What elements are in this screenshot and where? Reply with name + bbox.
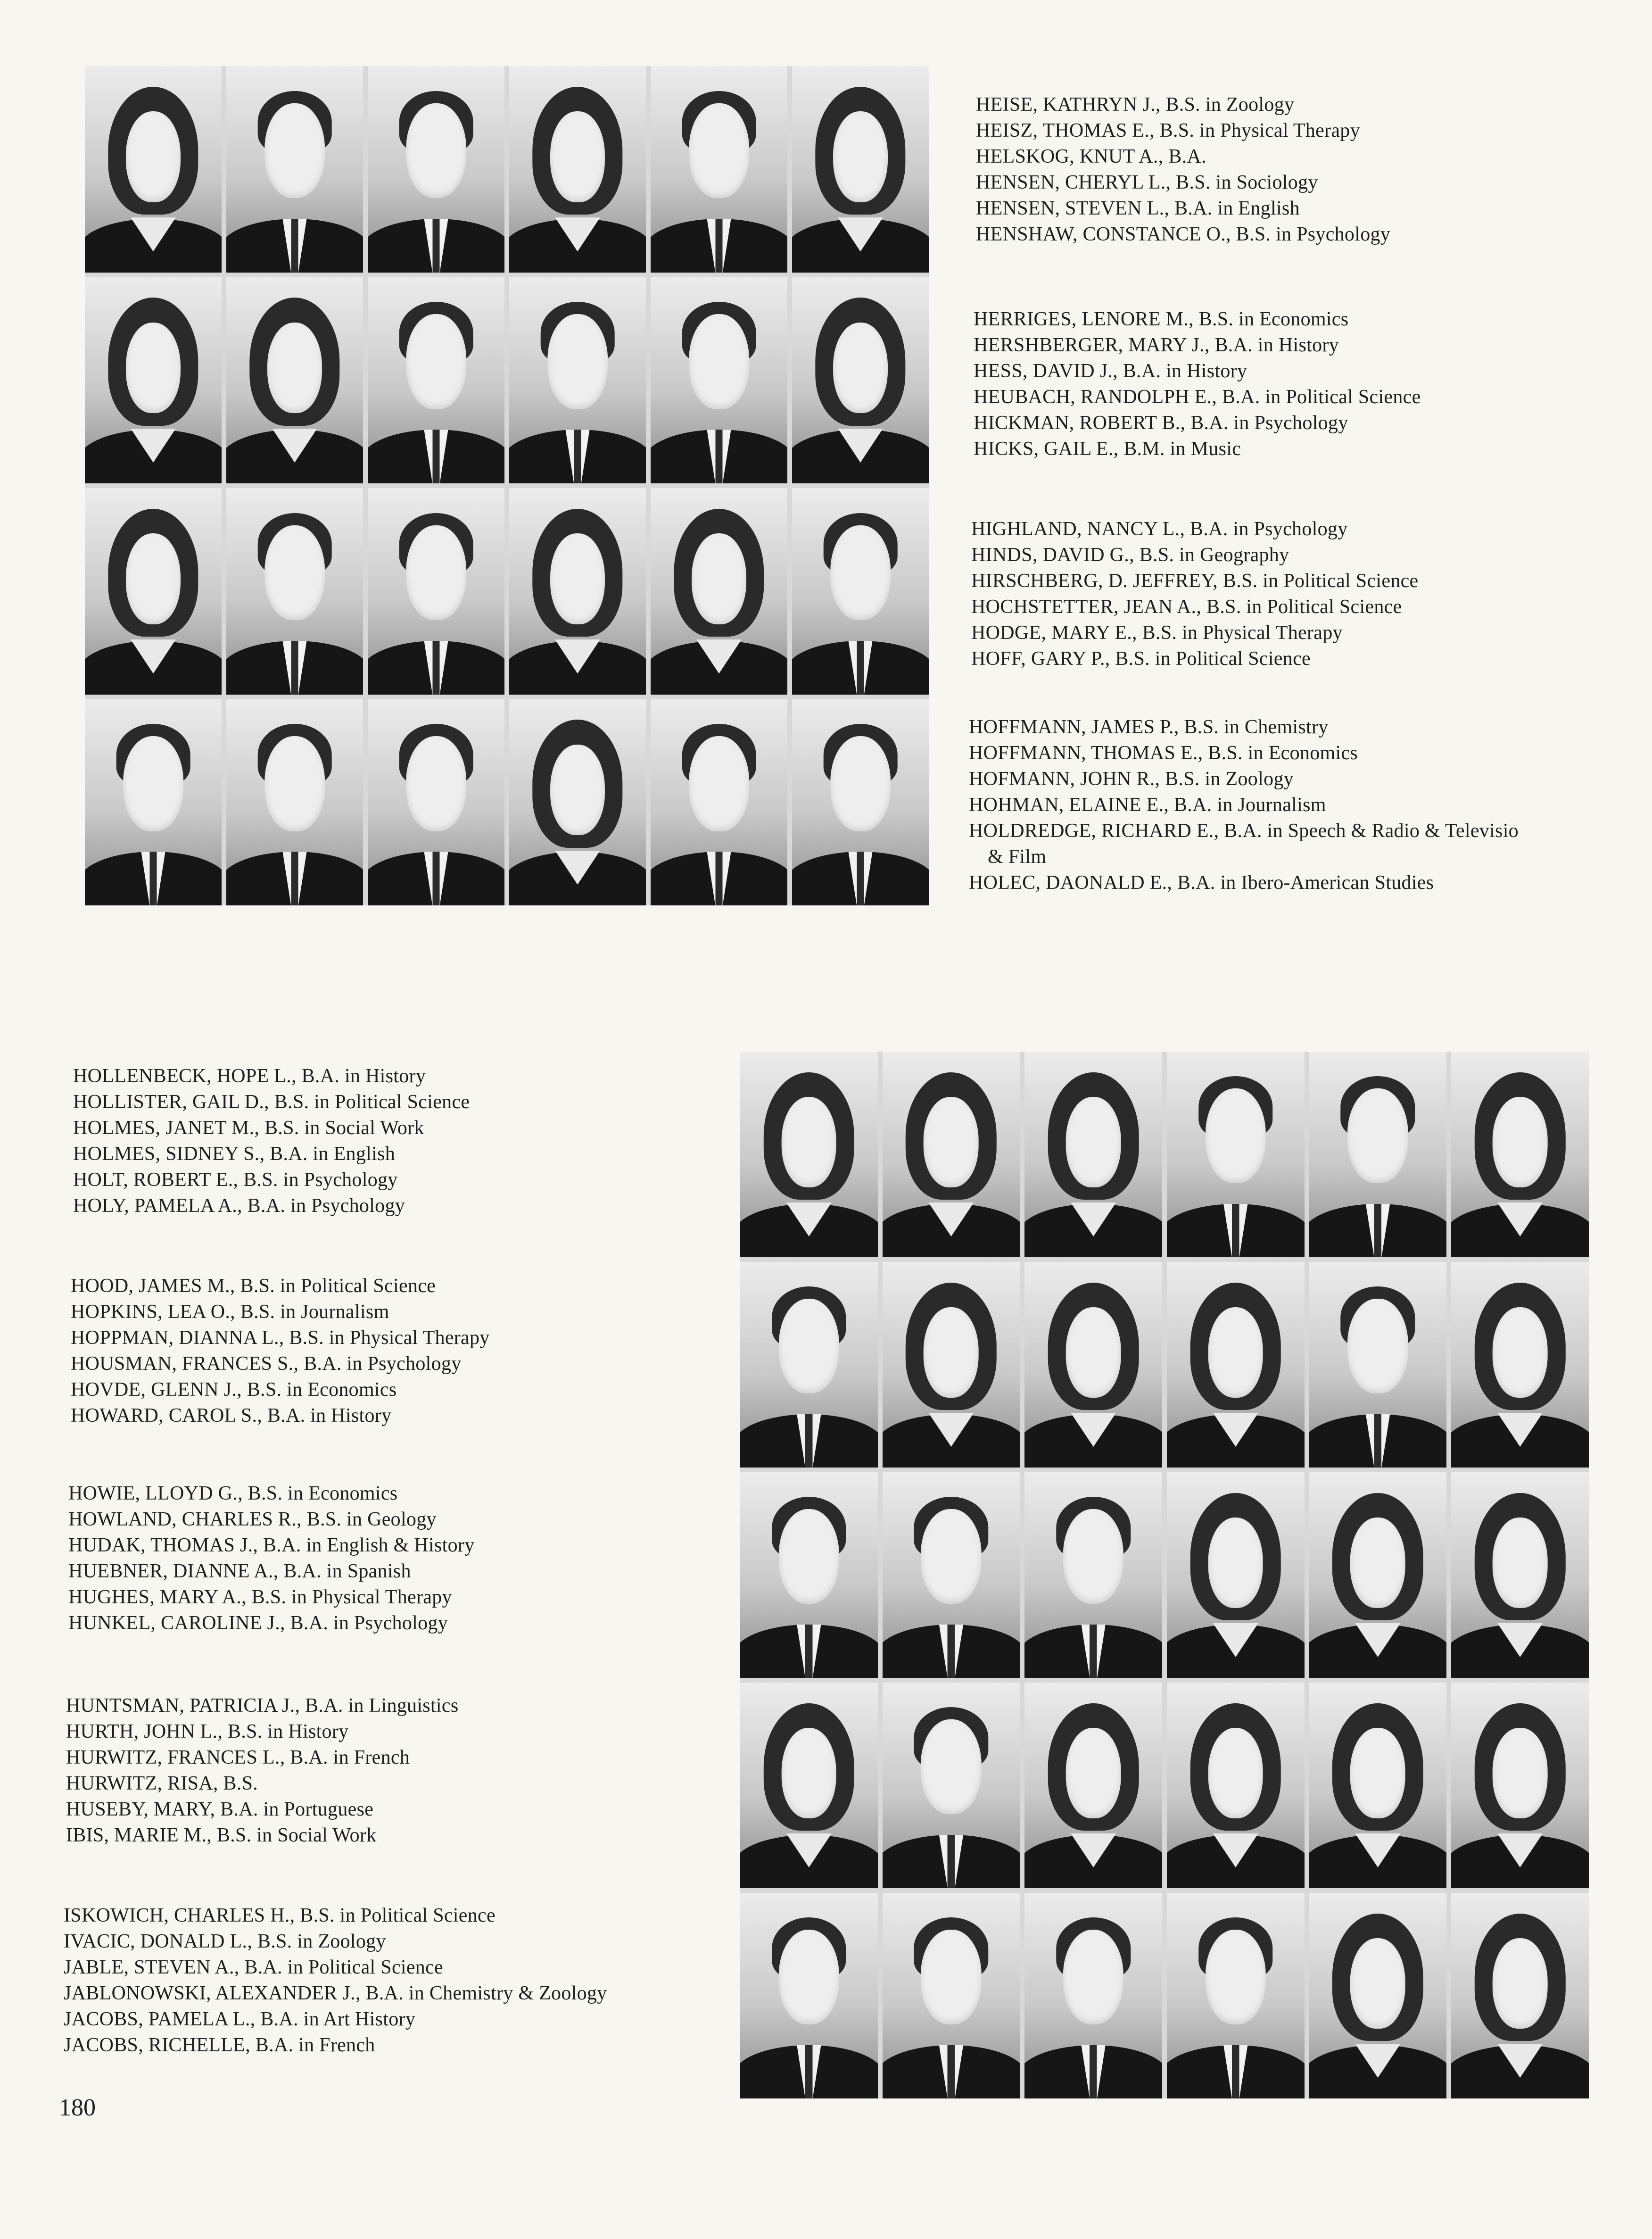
- portrait-photo: [85, 488, 222, 695]
- name-entry: HOVDE, GLENN J., B.S. in Economics: [71, 1379, 397, 1401]
- portrait-photo: [651, 488, 787, 695]
- portrait-head: [830, 525, 891, 620]
- portrait-head: [921, 1930, 981, 2024]
- portrait-body: [368, 430, 504, 483]
- name-entry: HIRSCHBERG, D. JEFFREY, B.S. in Political Science: [971, 570, 1419, 592]
- portrait-head: [550, 111, 605, 202]
- name-entry: HOLDREDGE, RICHARD E., B.A. in Speech & Radio & Televisio: [969, 820, 1519, 842]
- portrait-head: [406, 103, 466, 198]
- name-entry: HOWARD, CAROL S., B.A. in History: [71, 1405, 392, 1426]
- portrait-head: [1206, 1088, 1266, 1183]
- portrait-body: [1167, 2045, 1305, 2098]
- portrait-photo: [1309, 1893, 1447, 2098]
- name-entry: JACOBS, PAMELA L., B.A. in Art History: [64, 2008, 416, 2030]
- portrait-photo: [1309, 1683, 1447, 1888]
- portrait-body: [651, 430, 787, 483]
- name-entry: HUNTSMAN, PATRICIA J., B.A. in Linguistics: [66, 1695, 459, 1717]
- name-entry: HUDAK, THOMAS J., B.A. in English & History: [68, 1534, 475, 1556]
- top-name-group-1: [976, 92, 1390, 248]
- portrait-photo: [226, 66, 363, 273]
- name-entry: HOLY, PAMELA A., B.A. in Psychology: [73, 1195, 405, 1217]
- portrait-body: [1451, 1204, 1589, 1257]
- portrait-head: [921, 1719, 981, 1814]
- portrait-head: [779, 1509, 839, 1604]
- name-entry: HOLEC, DAONALD E., B.A. in Ibero-American Studies: [969, 872, 1434, 894]
- portrait-head: [267, 323, 322, 414]
- portrait-photo: [1167, 1893, 1305, 2098]
- name-entry: IVACIC, DONALD L., B.S. in Zoology: [64, 1931, 386, 1952]
- portrait-head: [1347, 1299, 1408, 1393]
- portrait-photo: [740, 1472, 878, 1678]
- portrait-photo: [792, 277, 929, 484]
- name-entry: HEISE, KATHRYN J., B.S. in Zoology: [976, 94, 1295, 116]
- portrait-photo: [1451, 1262, 1589, 1468]
- portrait-body: [226, 430, 363, 483]
- portrait-head: [1208, 1728, 1263, 1818]
- top-name-group-4: [969, 714, 1519, 896]
- name-entry: HESS, DAVID J., B.A. in History: [974, 360, 1247, 382]
- portrait-head: [1208, 1307, 1263, 1398]
- portrait-photo: [792, 66, 929, 273]
- portrait-head: [1350, 1938, 1405, 2029]
- portrait-photo: [226, 277, 363, 484]
- portrait-photo: [883, 1052, 1020, 1257]
- name-entry: HOHMAN, ELAINE E., B.A. in Journalism: [969, 794, 1326, 816]
- portrait-photo: [226, 699, 363, 906]
- portrait-photo: [1024, 1052, 1162, 1257]
- portrait-head: [692, 533, 746, 624]
- portrait-body: [792, 430, 929, 483]
- portrait-photo: [1451, 1052, 1589, 1257]
- bottom-name-group-2: [71, 1273, 490, 1429]
- portrait-head: [833, 323, 888, 414]
- portrait-body: [651, 219, 787, 273]
- portrait-photo: [1451, 1472, 1589, 1678]
- portrait-head: [1493, 1518, 1548, 1608]
- portrait-head: [833, 111, 888, 202]
- portrait-body: [883, 1625, 1020, 1678]
- portrait-head: [1066, 1728, 1121, 1818]
- name-entry: HOLMES, JANET M., B.S. in Social Work: [73, 1117, 424, 1139]
- portrait-head: [264, 103, 325, 198]
- page-number: 180: [59, 2094, 96, 2121]
- portrait-head: [1063, 1509, 1123, 1604]
- portrait-body: [883, 1835, 1020, 1888]
- portrait-photo: [792, 699, 929, 906]
- portrait-head: [782, 1728, 837, 1818]
- name-entry: HUGHES, MARY A., B.S. in Physical Therapy: [68, 1586, 452, 1608]
- portrait-photo: [883, 1683, 1020, 1888]
- portrait-photo: [509, 277, 646, 484]
- name-entry: HENSEN, CHERYL L., B.S. in Sociology: [976, 172, 1318, 193]
- portrait-head: [1208, 1518, 1263, 1608]
- portrait-head: [1350, 1518, 1405, 1608]
- portrait-head: [550, 745, 605, 836]
- name-entry: HOLT, ROBERT E., B.S. in Psychology: [73, 1169, 398, 1191]
- portrait-head: [1493, 1728, 1548, 1818]
- portrait-body: [1309, 1204, 1447, 1257]
- top-name-group-3: [971, 516, 1419, 672]
- name-entry: HIGHLAND, NANCY L., B.A. in Psychology: [971, 518, 1348, 540]
- name-entry: HICKMAN, ROBERT B., B.A. in Psychology: [974, 412, 1348, 434]
- name-entry: HURWITZ, FRANCES L., B.A. in French: [66, 1747, 410, 1768]
- portrait-body: [651, 852, 787, 905]
- portrait-body: [883, 1414, 1020, 1468]
- portrait-body: [792, 852, 929, 905]
- portrait-photo: [509, 488, 646, 695]
- portrait-head: [924, 1307, 979, 1398]
- name-entry: HUEBNER, DIANNE A., B.A. in Spanish: [68, 1560, 411, 1582]
- name-entry: HOLMES, SIDNEY S., B.A. in English: [73, 1143, 396, 1165]
- portrait-photo: [1451, 1893, 1589, 2098]
- portrait-body: [740, 1625, 878, 1678]
- bottom-name-group-5: [64, 1903, 607, 2058]
- portrait-body: [1309, 2045, 1447, 2098]
- portrait-photo: [883, 1262, 1020, 1468]
- portrait-photo: [1451, 1683, 1589, 1888]
- portrait-body: [1024, 1625, 1162, 1678]
- portrait-photo: [1024, 1472, 1162, 1678]
- name-entry: HENSEN, STEVEN L., B.A. in English: [976, 198, 1300, 219]
- portrait-body: [85, 430, 222, 483]
- name-entry: HURWITZ, RISA, B.S.: [66, 1773, 258, 1794]
- portrait-photo: [1167, 1472, 1305, 1678]
- portrait-head: [782, 1097, 837, 1187]
- name-entry: HOFFMANN, THOMAS E., B.S. in Economics: [969, 742, 1358, 764]
- top-portrait-grid: [85, 66, 929, 905]
- bottom-name-group-3: [68, 1481, 475, 1636]
- name-entry: HOPPMAN, DIANNA L., B.S. in Physical Therapy: [71, 1327, 490, 1349]
- portrait-body: [1024, 2045, 1162, 2098]
- portrait-head: [921, 1509, 981, 1604]
- portrait-photo: [740, 1052, 878, 1257]
- portrait-head: [126, 111, 181, 202]
- portrait-photo: [792, 488, 929, 695]
- portrait-photo: [1024, 1262, 1162, 1468]
- portrait-head: [264, 736, 325, 831]
- portrait-photo: [1309, 1472, 1447, 1678]
- portrait-body: [368, 219, 504, 273]
- portrait-head: [550, 533, 605, 624]
- name-entry: HOOD, JAMES M., B.S. in Political Science: [71, 1275, 436, 1297]
- portrait-body: [509, 852, 646, 905]
- name-entry: HOCHSTETTER, JEAN A., B.S. in Political Science: [971, 596, 1402, 618]
- portrait-head: [1066, 1307, 1121, 1398]
- portrait-photo: [509, 699, 646, 906]
- name-entry: HOUSMAN, FRANCES S., B.A. in Psychology: [71, 1353, 462, 1375]
- portrait-body: [1309, 1835, 1447, 1888]
- portrait-head: [126, 533, 181, 624]
- portrait-photo: [1309, 1052, 1447, 1257]
- portrait-head: [1347, 1088, 1408, 1183]
- name-entry: HOFMANN, JOHN R., B.S. in Zoology: [969, 768, 1294, 790]
- portrait-head: [1063, 1930, 1123, 2024]
- name-entry: HODGE, MARY E., B.S. in Physical Therapy: [971, 622, 1343, 644]
- portrait-body: [226, 219, 363, 273]
- portrait-head: [406, 314, 466, 409]
- portrait-photo: [1167, 1262, 1305, 1468]
- portrait-head: [924, 1097, 979, 1187]
- name-entry: HOWIE, LLOYD G., B.S. in Economics: [68, 1483, 398, 1504]
- portrait-body: [1451, 2045, 1589, 2098]
- name-entry: HOPKINS, LEA O., B.S. in Journalism: [71, 1301, 389, 1323]
- name-entry: HELSKOG, KNUT A., B.A.: [976, 146, 1206, 167]
- portrait-body: [1451, 1835, 1589, 1888]
- portrait-body: [85, 852, 222, 905]
- portrait-body: [883, 2045, 1020, 2098]
- portrait-body: [792, 219, 929, 273]
- name-entry: HURTH, JOHN L., B.S. in History: [66, 1721, 349, 1742]
- portrait-head: [689, 736, 749, 831]
- name-entry: IBIS, MARIE M., B.S. in Social Work: [66, 1824, 377, 1846]
- bottom-portrait-grid: [740, 1052, 1589, 2098]
- portrait-photo: [368, 699, 504, 906]
- portrait-photo: [651, 699, 787, 906]
- name-entry: HERSHBERGER, MARY J., B.A. in History: [974, 334, 1339, 356]
- top-name-group-2: [974, 307, 1421, 462]
- portrait-body: [368, 641, 504, 695]
- portrait-photo: [226, 488, 363, 695]
- portrait-head: [406, 736, 466, 831]
- portrait-head: [264, 525, 325, 620]
- portrait-photo: [368, 488, 504, 695]
- portrait-photo: [1167, 1052, 1305, 1257]
- portrait-body: [1167, 1414, 1305, 1468]
- portrait-head: [1493, 1938, 1548, 2029]
- portrait-body: [509, 430, 646, 483]
- portrait-photo: [740, 1262, 878, 1468]
- portrait-body: [1024, 1414, 1162, 1468]
- portrait-head: [1066, 1097, 1121, 1187]
- name-entry-continuation: & Film: [988, 846, 1047, 868]
- portrait-photo: [651, 277, 787, 484]
- portrait-photo: [1024, 1683, 1162, 1888]
- portrait-photo: [85, 699, 222, 906]
- portrait-photo: [883, 1893, 1020, 2098]
- portrait-photo: [509, 66, 646, 273]
- portrait-body: [1167, 1204, 1305, 1257]
- name-entry: HEUBACH, RANDOLPH E., B.A. in Political Science: [974, 386, 1421, 408]
- portrait-photo: [883, 1472, 1020, 1678]
- name-entry: JACOBS, RICHELLE, B.A. in French: [64, 2034, 375, 2056]
- bottom-name-group-4: [66, 1693, 458, 1849]
- portrait-head: [689, 103, 749, 198]
- portrait-head: [547, 314, 608, 409]
- portrait-body: [509, 219, 646, 273]
- name-entry: HOWLAND, CHARLES R., B.S. in Geology: [68, 1509, 437, 1530]
- name-entry: HUNKEL, CAROLINE J., B.A. in Psychology: [68, 1612, 448, 1634]
- name-entry: JABLE, STEVEN A., B.A. in Political Science: [64, 1957, 443, 1978]
- portrait-photo: [1167, 1683, 1305, 1888]
- portrait-head: [689, 314, 749, 409]
- portrait-photo: [740, 1893, 878, 2098]
- portrait-body: [740, 1414, 878, 1468]
- portrait-head: [406, 525, 466, 620]
- portrait-body: [226, 852, 363, 905]
- portrait-body: [226, 641, 363, 695]
- portrait-photo: [85, 277, 222, 484]
- portrait-photo: [368, 66, 504, 273]
- portrait-photo: [1024, 1893, 1162, 2098]
- name-entry: HERRIGES, LENORE M., B.S. in Economics: [974, 308, 1349, 330]
- portrait-body: [1167, 1835, 1305, 1888]
- portrait-head: [779, 1299, 839, 1393]
- portrait-body: [85, 219, 222, 273]
- portrait-body: [509, 641, 646, 695]
- portrait-body: [1451, 1414, 1589, 1468]
- portrait-body: [1167, 1625, 1305, 1678]
- portrait-body: [1309, 1625, 1447, 1678]
- portrait-photo: [740, 1683, 878, 1888]
- portrait-head: [123, 736, 183, 831]
- portrait-body: [85, 641, 222, 695]
- portrait-head: [1493, 1097, 1548, 1187]
- portrait-body: [368, 852, 504, 905]
- portrait-head: [1350, 1728, 1405, 1818]
- portrait-head: [1206, 1930, 1266, 2024]
- portrait-photo: [85, 66, 222, 273]
- portrait-photo: [1309, 1262, 1447, 1468]
- name-entry: HOLLENBECK, HOPE L., B.A. in History: [73, 1065, 426, 1087]
- portrait-photo: [651, 66, 787, 273]
- name-entry: HOFF, GARY P., B.S. in Political Science: [971, 648, 1311, 670]
- portrait-body: [1309, 1414, 1447, 1468]
- name-entry: HICKS, GAIL E., B.M. in Music: [974, 438, 1241, 460]
- portrait-body: [1451, 1625, 1589, 1678]
- portrait-body: [740, 2045, 878, 2098]
- portrait-body: [792, 641, 929, 695]
- portrait-body: [740, 1835, 878, 1888]
- portrait-body: [1024, 1204, 1162, 1257]
- name-entry: HUSEBY, MARY, B.A. in Portuguese: [66, 1799, 374, 1820]
- name-entry: JABLONOWSKI, ALEXANDER J., B.A. in Chemistry & Zoology: [64, 1982, 607, 2004]
- portrait-body: [883, 1204, 1020, 1257]
- name-entry: ISKOWICH, CHARLES H., B.S. in Political Science: [64, 1905, 496, 1926]
- portrait-head: [830, 736, 891, 831]
- portrait-head: [126, 323, 181, 414]
- portrait-body: [740, 1204, 878, 1257]
- name-entry: HEISZ, THOMAS E., B.S. in Physical Therapy: [976, 120, 1360, 141]
- name-entry: HINDS, DAVID G., B.S. in Geography: [971, 544, 1289, 566]
- name-entry: HOLLISTER, GAIL D., B.S. in Political Science: [73, 1091, 470, 1113]
- portrait-body: [1024, 1835, 1162, 1888]
- portrait-photo: [368, 277, 504, 484]
- portrait-head: [779, 1930, 839, 2024]
- portrait-body: [651, 641, 787, 695]
- name-entry: HENSHAW, CONSTANCE O., B.S. in Psychology: [976, 224, 1391, 245]
- bottom-name-group-1: [73, 1063, 470, 1219]
- name-entry: HOFFMANN, JAMES P., B.S. in Chemistry: [969, 716, 1329, 738]
- portrait-head: [1493, 1307, 1548, 1398]
